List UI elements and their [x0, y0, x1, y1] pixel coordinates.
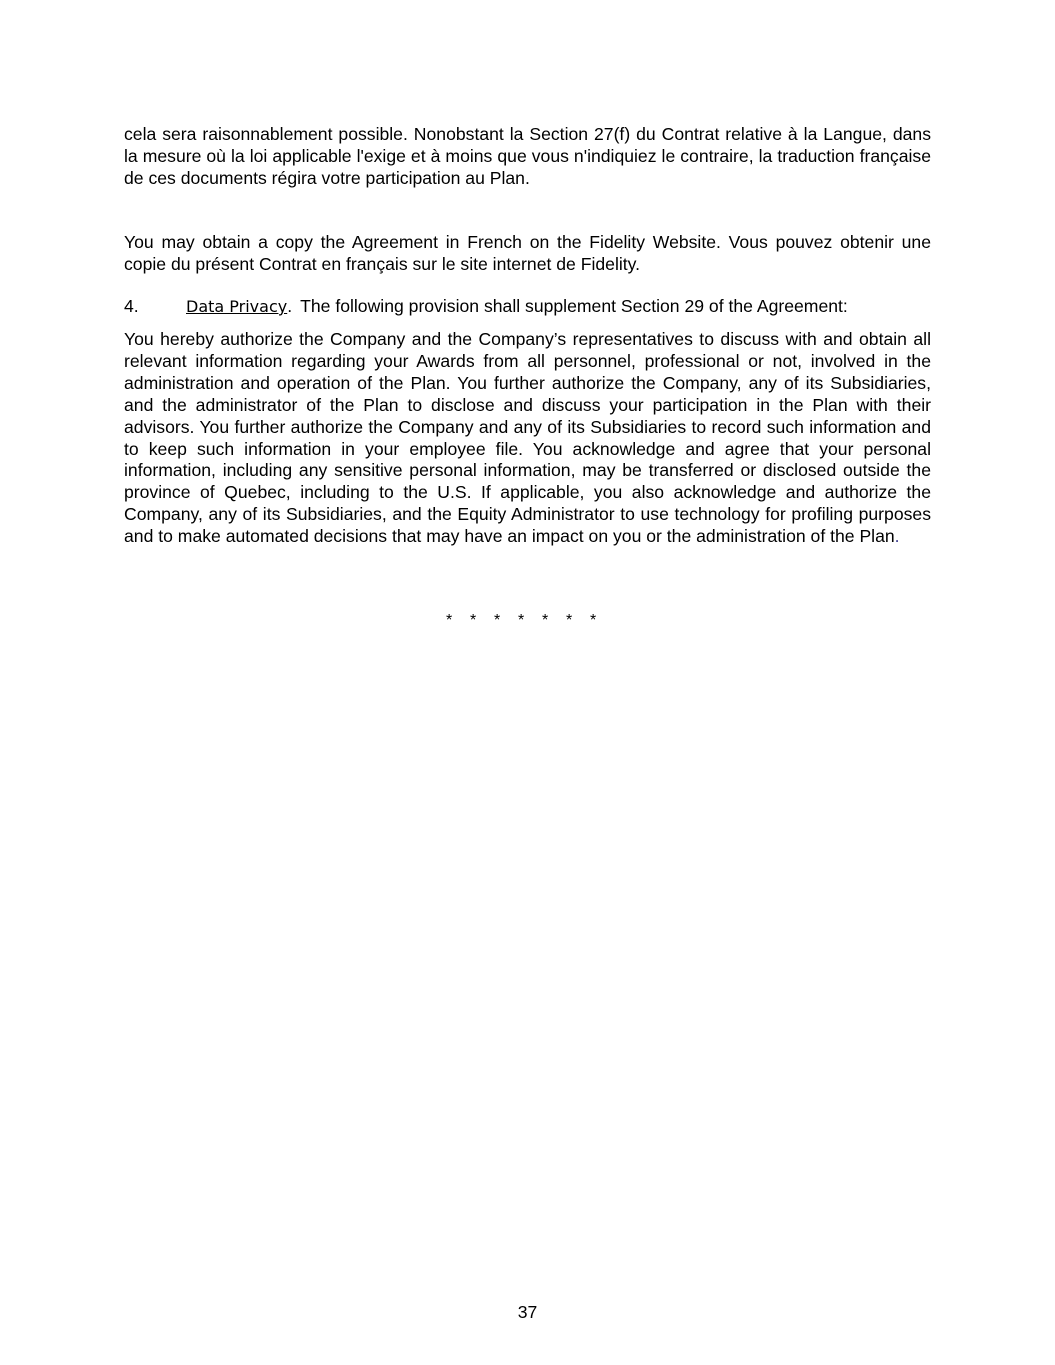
data-privacy-paragraph — [124, 329, 931, 548]
section-intro: The following provision shall supplement Section 29 of the Agreement: — [300, 296, 848, 316]
agreement-copy-paragraph: You may obtain a copy the Agreement in French on the Fidelity Website. Vous pouvez obtenir une copie du présent Contrat en français sur le site internet de Fidelity. — [124, 232, 931, 274]
section-heading-punctuation: . — [287, 296, 293, 316]
section-4-heading-line — [124, 296, 944, 318]
section-heading: Data Privacy — [186, 297, 288, 316]
data-privacy-final-period: . — [894, 526, 900, 547]
section-number: 4. — [124, 296, 139, 316]
page-number: 37 — [517, 1302, 538, 1322]
section-separator: * * * * * * * — [446, 612, 597, 629]
french-translation-paragraph: cela sera raisonnablement possible. Nonobstant la Section 27(f) du Contrat relative à la Langue, dans la mesure où la loi applicable l'exige et à moins que vous n'indiquiez le contraire, la traduction française de ces documents régira votre participation au Plan. — [124, 124, 931, 188]
data-privacy-body: You hereby authorize the Company and the Company’s representatives to discuss with and obtain all relevant information regarding your Awards from all personnel, professional or not, involved in the administration and operation of the Plan. You further authorize the Company, any of its Subsidiaries, and the administrator of the Plan to disclose and discuss your participation in the Plan with their advisors. You further authorize the Company and any of its Subsidiaries to record such information and to keep such information in your employee file. You acknowledge and agree that your personal information, including any sensitive personal information, may be transferred or disclosed outside the province of Quebec, including to the U.S. If applicable, you also acknowledge and authorize the Company, any of its Subsidiaries, and the Equity Administrator to use technology for profiling purposes and to make automated decisions that may have an impact on you or the administration of the Plan — [124, 329, 931, 547]
